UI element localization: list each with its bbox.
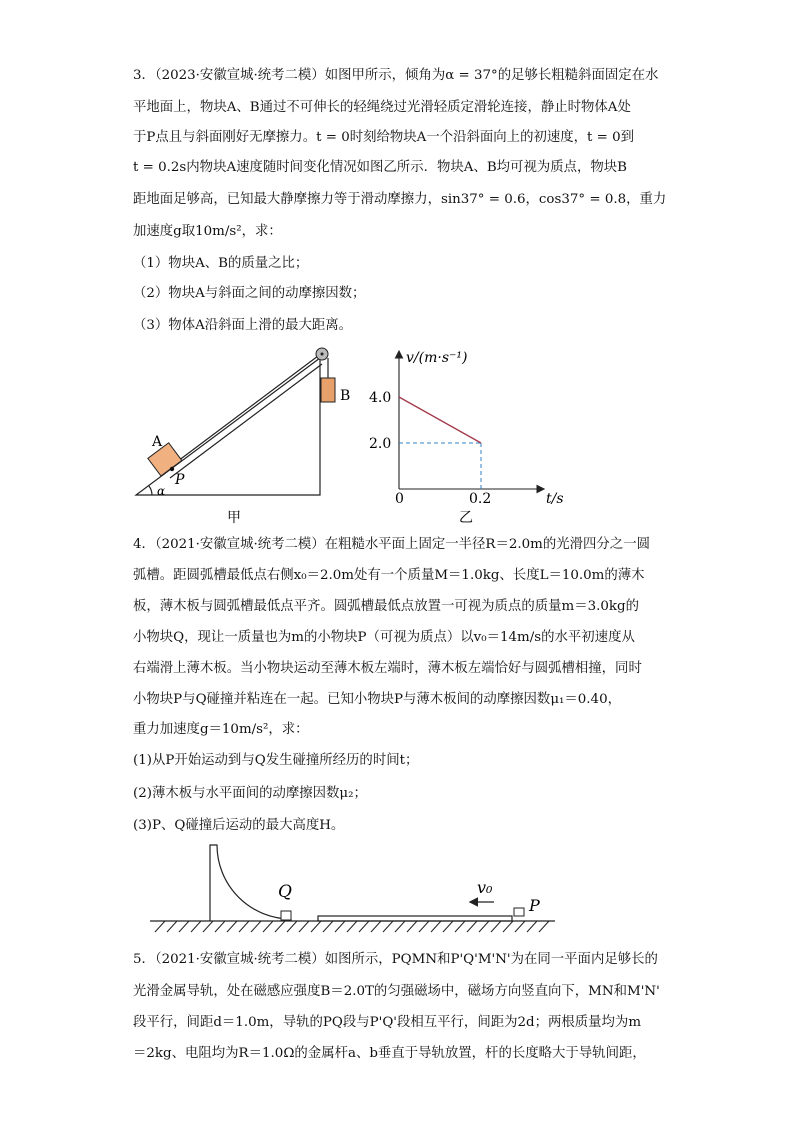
q3-line-3: 于P点且与斜面刚好无摩擦力。t = 0时刻给物块A一个沿斜面向上的初速度，t = 0到 [133, 130, 635, 145]
ground-hatch-mark [443, 921, 453, 932]
origin-label: 0 [395, 491, 404, 507]
ground-hatch-mark [263, 921, 273, 932]
ground-hatch-mark [527, 921, 537, 932]
ground-hatch-mark [359, 921, 369, 932]
label-b: B [340, 388, 351, 404]
ground-hatch-mark [347, 921, 357, 932]
block-p [514, 908, 524, 916]
label-a: A [152, 434, 163, 450]
ground-hatch-mark [239, 921, 249, 932]
label-q: Q [278, 882, 292, 902]
ground-hatch-mark [515, 921, 525, 932]
ground-hatch-mark [227, 921, 237, 932]
y-axis-label: v/(m·s⁻¹) [406, 350, 468, 366]
q5-line-1: 5．（2021·安徽宣城·统考二模）如图所示，PQMN和P'Q'M'N'为在同一平面内足够长的 [133, 952, 658, 967]
q4-line-7: 重力加速度g＝10m/s²，求： [133, 722, 309, 737]
ground-hatch-mark [479, 921, 489, 932]
label-alpha: α [157, 484, 166, 498]
thin-board [318, 916, 512, 921]
q3-line-4: t = 0.2s内物块A速度随时间变化情况如图乙所示．物块A、B均可视为质点，物块B [133, 160, 628, 175]
ground-hatch-mark [455, 921, 465, 932]
ground-hatch-mark [203, 921, 213, 932]
ground-hatch-mark [167, 921, 177, 932]
q3-line-1: 3．（2023·安徽宣城·统考二模）如图甲所示，倾角为α = 37°的足够长粗糙斜面固定在水 [133, 68, 659, 83]
ground-hatch-mark [503, 921, 513, 932]
block-q [281, 911, 291, 920]
q3-line-5: 距地面足够高，已知最大静摩擦力等于滑动摩擦力，sin37° = 0.6，cos37° = 0.8，重力 [133, 192, 667, 207]
ground-hatch-mark [287, 921, 297, 932]
ground-hatch-mark [335, 921, 345, 932]
q3-sub-3: （3）物体A沿斜面上滑的最大距离。 [133, 318, 353, 333]
q4-line-3: 板，薄木板与圆弧槽最低点平齐。圆弧槽最低点放置一可视为质点的质量m＝3.0kg的 [133, 599, 639, 614]
label-p-q4: P [529, 896, 540, 915]
x-tick-label: 0.2 [469, 491, 492, 507]
q4-sub-1: (1)从P开始运动到与Q发生碰撞所经历的时间t； [133, 753, 419, 768]
y-tick-label: 2.0 [369, 436, 392, 452]
q4-line-6: 小物块P与Q碰撞并粘连在一起。已知小物块P与薄木板间的动摩擦因数μ₁＝0.40， [133, 692, 621, 707]
q4-line-4: 小物块Q，现让一质量也为m的小物块P（可视为质点）以v₀＝14m/s的水平初速度从 [133, 630, 635, 645]
ground-hatch-mark [299, 921, 309, 932]
ground-hatch-mark [191, 921, 201, 932]
ground-hatch-mark [467, 921, 477, 932]
label-p: P [175, 472, 185, 488]
ground-hatch-mark [371, 921, 381, 932]
ground-hatch-mark [311, 921, 321, 932]
ground-hatch-mark [323, 921, 333, 932]
q5-line-3: 段平行，间距d＝1.0m，导轨的PQ段与P'Q'段相互平行，间距为2d；两根质量均为m [133, 1015, 642, 1030]
q4-sub-3: (3)P、Q碰撞后运动的最大高度H。 [133, 818, 345, 833]
ground-hatch-mark [431, 921, 441, 932]
ground-hatch-mark [383, 921, 393, 932]
ground-hatch-mark [251, 921, 261, 932]
q4-line-5: 右端滑上薄木板。当小物块运动至薄木板左端时，薄木板左端恰好与圆弧槽相撞，同时 [133, 661, 642, 676]
label-v0: v₀ [477, 878, 493, 897]
q3-sub-1: （1）物块A、B的质量之比； [133, 256, 309, 271]
ground-hatch-mark [179, 921, 189, 932]
ground-hatch-mark [419, 921, 429, 932]
ground-hatch-mark [215, 921, 225, 932]
q3-sub-2: （2）物块A与斜面之间的动摩擦因数； [133, 286, 366, 301]
x-axis-label: t/s [546, 491, 564, 507]
caption-yi: 乙 [459, 510, 473, 526]
ground-hatch-mark [395, 921, 405, 932]
ground-hatch-mark [275, 921, 285, 932]
q4-sub-2: (2)薄木板与水平面间的动摩擦因数μ₂； [133, 786, 367, 801]
q5-line-4: ＝2kg、电阻均为R＝1.0Ω的金属杆a、b垂直于导轨放置，杆的长度略大于导轨间距， [133, 1046, 646, 1061]
q3-line-2: 平地面上，物块A、B通过不可伸长的轻绳绕过光滑轻质定滑轮连接，静止时物体A处 [133, 100, 631, 115]
q5-line-2: 光滑金属导轨，处在磁感应强度B＝2.0T的匀强磁场中，磁场方向竖直向下，MN和M'N' [133, 984, 660, 999]
y-tick-label: 4.0 [369, 390, 392, 406]
ground-hatch-mark [539, 921, 549, 932]
ground-hatch-mark [155, 921, 165, 932]
q3-line-6: 加速度g取10m/s²，求： [133, 224, 282, 239]
q4-line-2: 弧槽。距圆弧槽最低点右侧x₀＝2.0m处有一个质量M＝1.0kg、长度L＝10.0m的薄木 [133, 568, 645, 583]
ground-hatch-mark [407, 921, 417, 932]
ground-hatch-mark [491, 921, 501, 932]
q4-line-1: 4．（2021·安徽宣城·统考二模）在粗糙水平面上固定一半径R＝2.0m的光滑四分之一圆 [133, 537, 650, 552]
caption-jia: 甲 [227, 510, 241, 526]
